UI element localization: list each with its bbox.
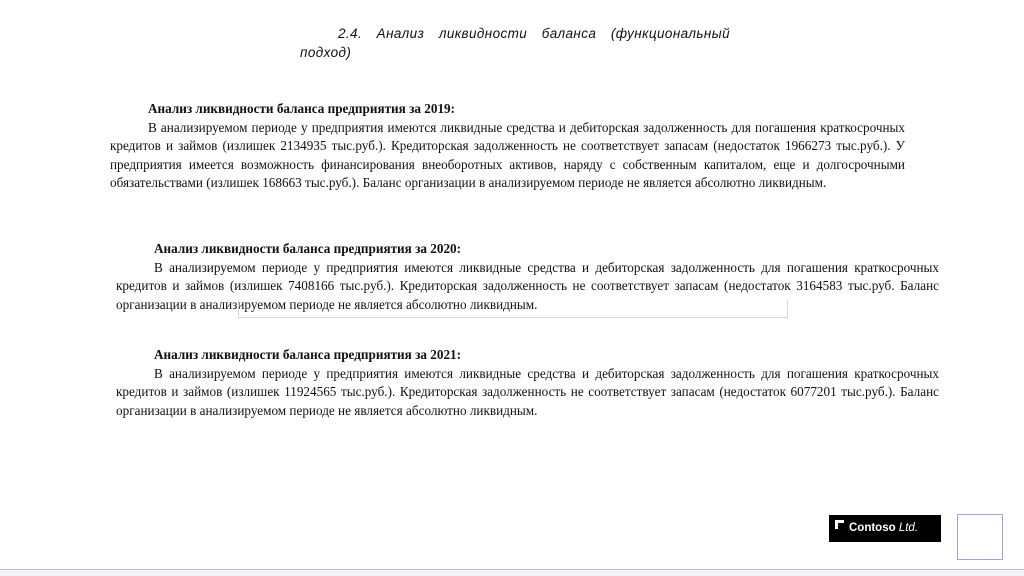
analysis-2019-text: В анализируемом периоде у предприятия имеются ликвидные средства и дебиторская задолженность для погашения краткосрочных кредитов и займов (излишек 2134935 тыс.руб.). Кредиторская задолженность не соответствует запасам (недостаток 1966273 тыс.руб.). У предприятия имеется возможность финансирования внеоборотных активов, наряду с собственным капиталом, еще и долгосрочными обязательствами (излишек 168663 тыс.руб.). Баланс организации в анализируемом периоде не является абсолютно ликвидным. xyxy=(110,119,905,190)
section-heading: 2.4. Анализ ликвидности баланса (функциональный подход) xyxy=(300,26,730,60)
analysis-2021 xyxy=(116,346,939,420)
bottom-scrollbar[interactable] xyxy=(0,569,1024,576)
analysis-2019 xyxy=(110,100,905,193)
analysis-2021-text: В анализируемом периоде у предприятия имеются ликвидные средства и дебиторская задолженность для погашения краткосрочных кредитов и займов (излишек 11924565 тыс.руб.). Кредиторская задолженность не соответствует запасам (недостаток 6077201 тыс.руб.). Баланс организации в анализируемом периоде не является абсолютно ликвидным. xyxy=(116,365,939,418)
logo-corner-icon xyxy=(835,520,844,529)
analysis-2021-title: Анализ ликвидности баланса предприятия за 2021: xyxy=(154,347,462,362)
logo-brand: Contoso xyxy=(849,522,896,534)
analysis-2020-text: В анализируемом периоде у предприятия имеются ликвидные средства и дебиторская задолженность для погашения краткосрочных кредитов и займов (излишек 7408166 тыс.руб.). Кредиторская задолженность не соответствует запасам (недостаток 3164583 тыс.руб. Баланс организации в анализируемом периоде не является абсолютно ликвидным. xyxy=(116,259,939,312)
analysis-2020-title: Анализ ликвидности баланса предприятия за 2020: xyxy=(154,241,462,256)
logo-suffix: Ltd. xyxy=(898,522,919,534)
company-logo xyxy=(829,515,941,542)
analysis-2020 xyxy=(116,240,939,314)
slide-nav-button[interactable] xyxy=(957,514,1003,560)
analysis-2019-title: Анализ ликвидности баланса предприятия за 2019: xyxy=(148,101,456,116)
